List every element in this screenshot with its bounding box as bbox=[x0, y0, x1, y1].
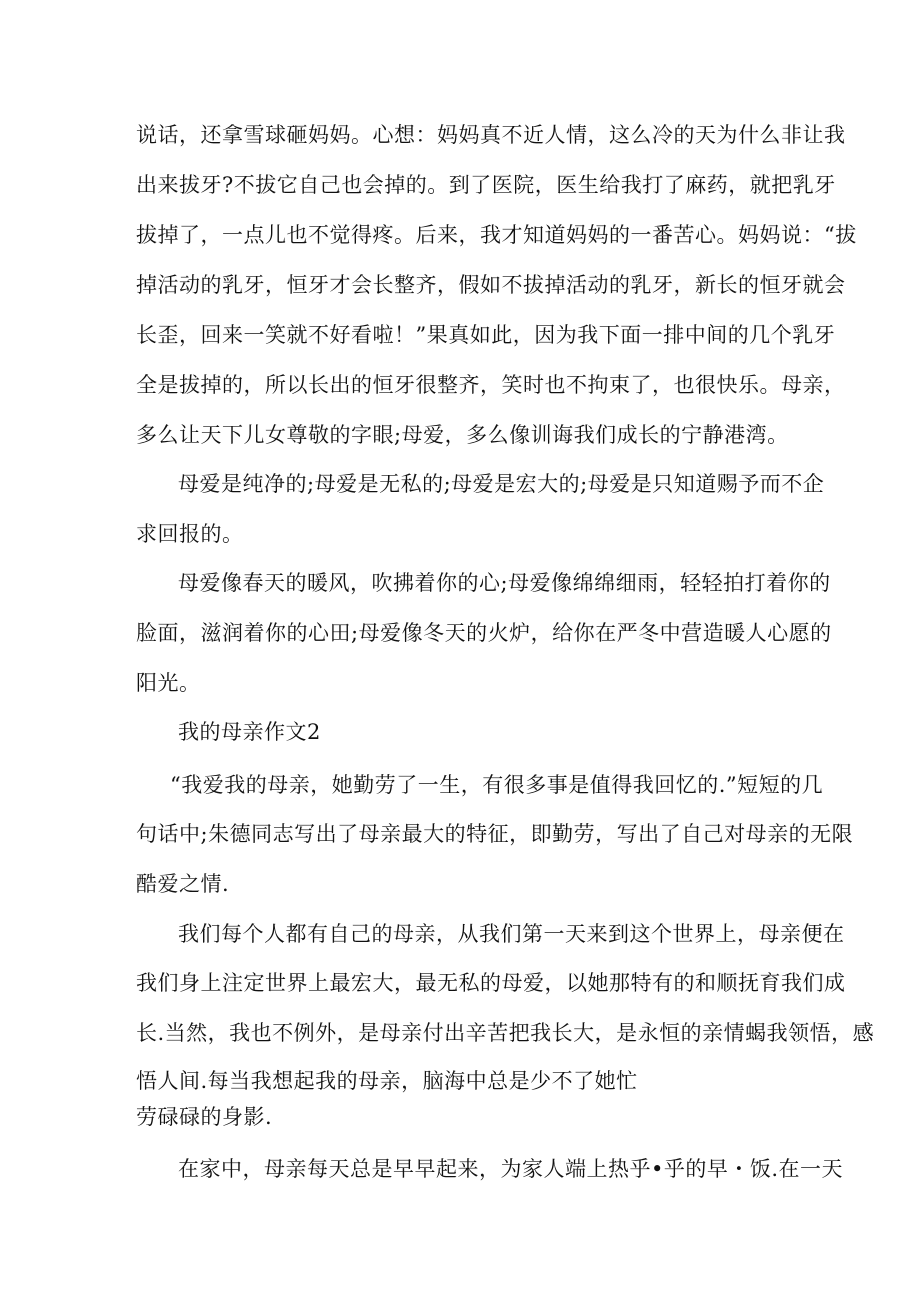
text-line: 阳光。 bbox=[136, 671, 201, 695]
text-line: 脸面，滋润着你的心田;母爱像冬天的火炉，给你在严冬中营造暖人心愿的 bbox=[136, 621, 832, 645]
text-line: 出来拔牙?不拔它自己也会掉的。到了医院，医生给我打了麻药，就把乳牙 bbox=[136, 173, 836, 197]
text-line: 说话，还拿雪球砸妈妈。心想：妈妈真不近人情，这么冷的天为什么非让我 bbox=[136, 123, 846, 147]
text-line: 掉活动的乳牙，恒牙才会长整齐，假如不拔掉活动的乳牙，新长的恒牙就会 bbox=[136, 273, 846, 297]
text-line: 求回报的。 bbox=[136, 522, 244, 546]
text-line: 劳碌碌的身影. bbox=[136, 1105, 273, 1129]
text-line: 多么让天下儿女尊敬的字眼;母爱，多么像训诲我们成长的宁静港湾。 bbox=[136, 423, 789, 447]
text-line: “我爱我的母亲，她勤劳了一生，有很多事是值得我回忆的.”短短的几 bbox=[170, 773, 824, 797]
text-line: 长.当然，我也不例外，是母亲付出辛苦把我长大，是永恒的亲情蝎我领悟，感 bbox=[136, 1021, 875, 1045]
text-line: 在家中，母亲每天总是早早起来，为家人端上热乎•乎的早・饭.在一天 bbox=[178, 1157, 844, 1181]
text-line: 酷爱之情. bbox=[136, 872, 230, 896]
text-line: 我们每个人都有自己的母亲，从我们第一天来到这个世界上，母亲便在 bbox=[178, 922, 845, 946]
text-line: 拔掉了，一点儿也不觉得疼。后来，我才知道妈妈的一番苦心。妈妈说：“拔 bbox=[136, 223, 857, 247]
section-heading: 我的母亲作文2 bbox=[178, 720, 321, 744]
text-line: 悟人间.每当我想起我的母亲，脑海中总是少不了她忙 bbox=[136, 1069, 638, 1093]
text-line: 母爱是纯净的;母爱是无私的;母爱是宏大的;母爱是只知道赐予而不企 bbox=[178, 472, 825, 496]
text-line: 长歪，回来一笑就不好看啦！”果真如此，因为我下面一排中间的几个乳牙 bbox=[136, 323, 836, 347]
text-line: 我们身上注定世界上最宏大，最无私的母爱，以她那特有的和顺抚育我们成 bbox=[136, 971, 846, 995]
text-line: 母爱像春天的暖风，吹拂着你的心;母爱像绵绵细雨，轻轻拍打着你的 bbox=[178, 571, 831, 595]
text-line: 全是拔掉的，所以长出的恒牙很整齐，笑时也不拘束了，也很快乐。母亲， bbox=[136, 373, 846, 397]
text-line: 句话中;朱德同志写出了母亲最大的特征，即勤劳，写出了自己对母亲的无限 bbox=[136, 822, 854, 846]
